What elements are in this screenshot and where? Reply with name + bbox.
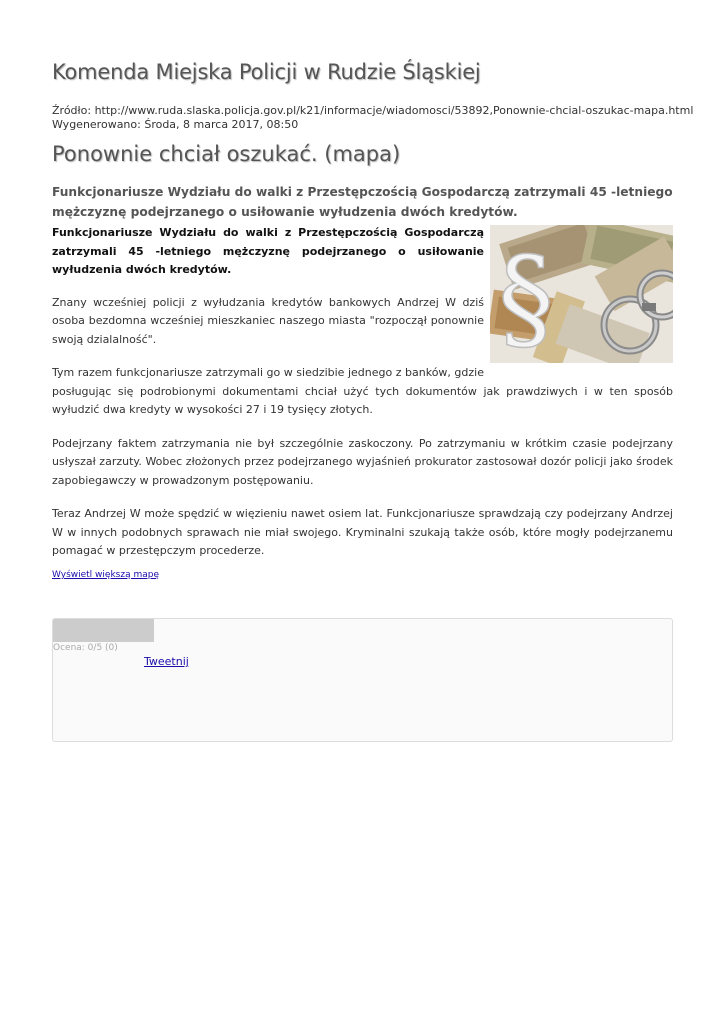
rating-box bbox=[52, 618, 673, 742]
paragraph-2: Tym razem funkcjonariusze zatrzymali go w siedzibie jednego z banków, gdzie posługując się podrobionymi dokumentami chciał użyć tych dokumentów jak prawdziwych i w ten sposób wyłudzić dwa kredyty w wysokości 27 i 19 tysięcy złotych. bbox=[52, 366, 673, 416]
generated-line: Wygenerowano: Środa, 8 marca 2017, 08:50 bbox=[52, 118, 299, 131]
svg-text:§: § bbox=[498, 234, 554, 363]
article-photo bbox=[490, 225, 673, 363]
paragraph-4: Teraz Andrzej W może spędzić w więzieniu nawet osiem lat. Funkcjonariusze sprawdzają czy podejrzany Andrzej W w innych podobnych sprawach nie miał swojego. Kryminalni szukają także osób, które mogły podejrzanemu pomagać w przestępczym procederze. bbox=[52, 507, 673, 557]
money-handcuffs-paragraph-image bbox=[490, 225, 673, 363]
paragraph-intro: Funkcjonariusze Wydziału do walki z Przestępczością Gospodarczą zatrzymali 45 -letniego mężczyznę podejrzanego o usiłowanie wyłudzenia dwóch kredytów. bbox=[52, 226, 484, 276]
tweet-link[interactable]: Tweetnij bbox=[144, 655, 189, 668]
rating-text: Ocena: 0/5 (0) bbox=[53, 643, 118, 653]
paragraph-1: Znany wcześniej policji z wyłudzania kredytów bankowych Andrzej W dziś osoba bezdomna wcześniej mieszkaniec naszego miasta "rozpoczął ponownie swoją dzialalność". bbox=[52, 295, 484, 346]
paragraph-3: Podejrzany faktem zatrzymania nie był szczególnie zaskoczony. Po zatrzymaniu w krótkim czasie podejrzany usłyszał zarzuty. Wobec złożonych przez podejrzanego wyjaśnień prokurator zastosował dozór policji jako środek zapobiegawczy w prowadzonym postępowaniu. bbox=[52, 436, 673, 487]
article-lead: Funkcjonariusze Wydziału do walki z Przestępczością Gospodarczą zatrzymali 45 -letniego mężczyznę podejrzanego o usiłowanie wyłudzenia dwóch kredytów. bbox=[52, 185, 673, 219]
source-line: Źródło: http://www.ruda.slaska.policja.gov.pl/k21/informacje/wiadomosci/53892,Ponownie-chcial-oszukac-mapa.html bbox=[52, 104, 694, 117]
rating-stars-bar[interactable] bbox=[53, 619, 154, 642]
article-body bbox=[52, 224, 673, 576]
article-title: Ponownie chciał oszukać. (mapa) bbox=[52, 142, 401, 166]
site-title: Komenda Miejska Policji w Rudzie Śląskiej bbox=[52, 60, 481, 84]
document-meta bbox=[52, 104, 693, 132]
map-link[interactable]: Wyświetl większą mapę bbox=[52, 570, 159, 580]
